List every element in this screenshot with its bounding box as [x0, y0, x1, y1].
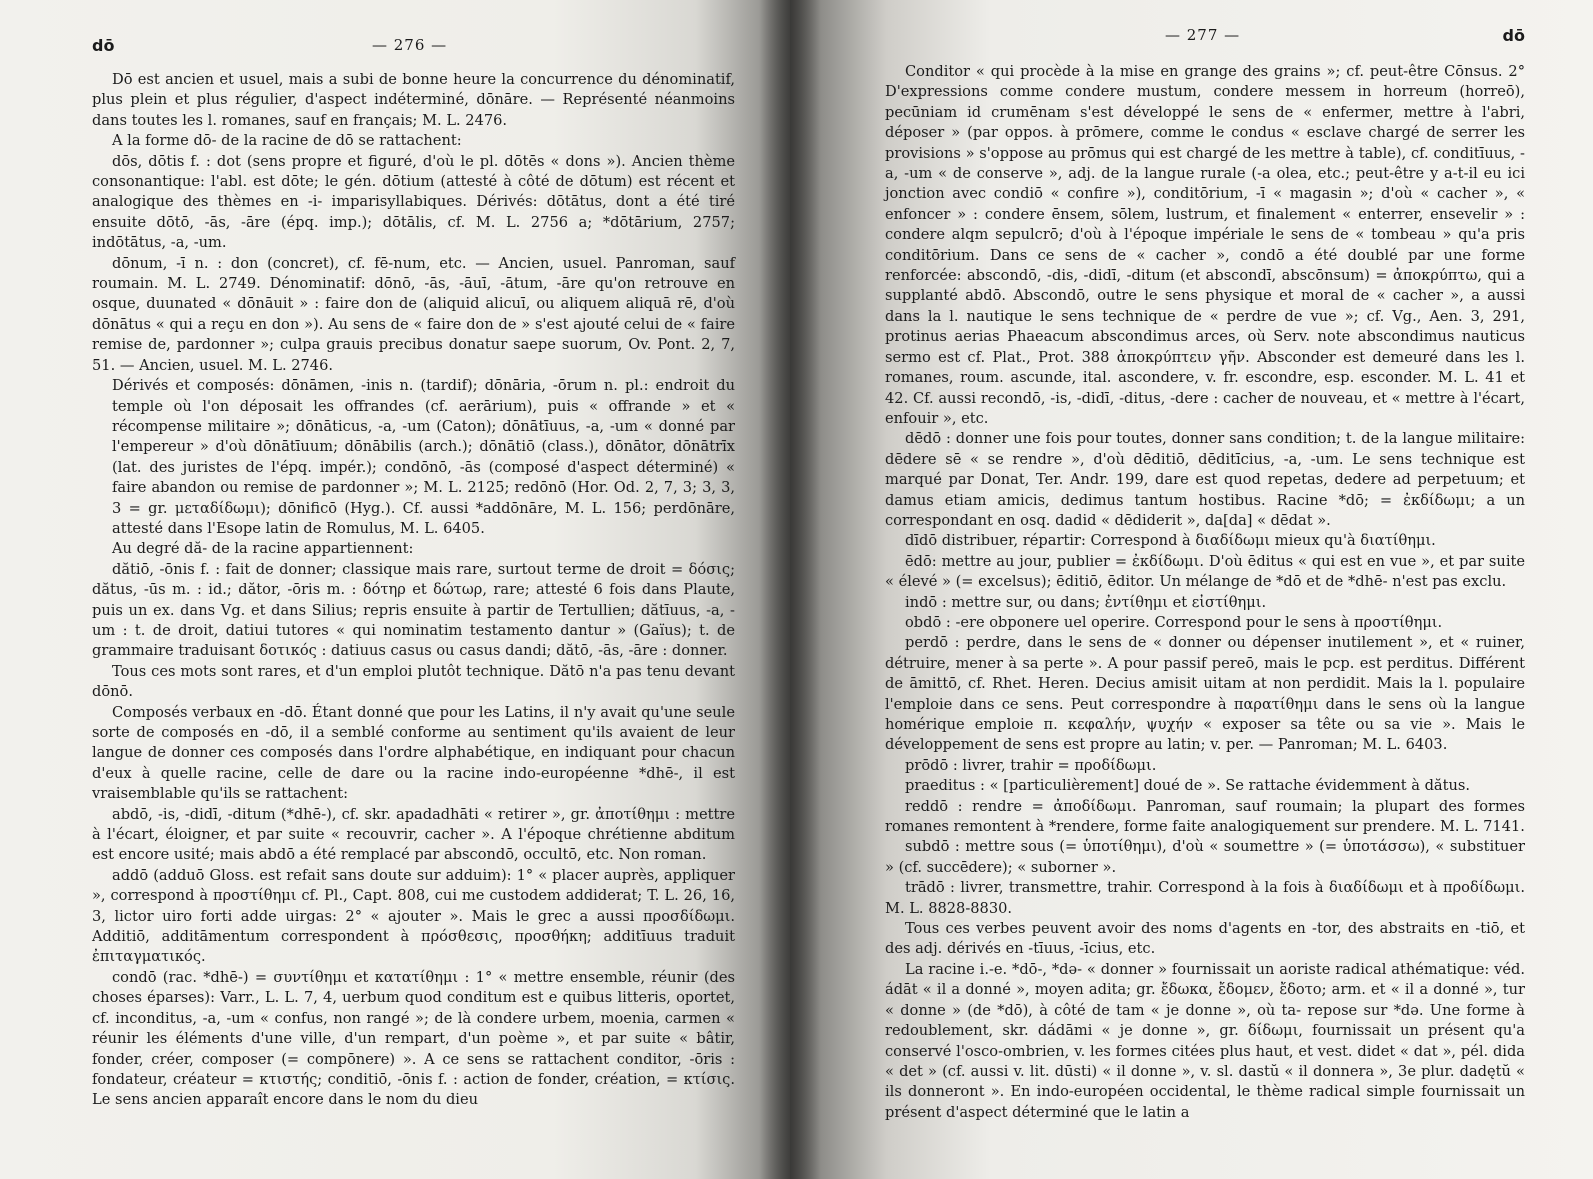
entry-obdo: obdō : -ere obponere uel operire. Correspond pour le sens à προστίθημι.: [905, 613, 1443, 631]
entry-donum: dōnum, -ī n. : don (concret), cf. fē-num, etc. — Ancien, usuel. Panroman, sauf roumain. M. L. 2749. Dénominatif: dōnō, -ās, -āuī, -ātum, -āre qu'on retrouve en osque, duunated « dōnāuit » : faire don de (aliquid alicuī, ou aliquem aliquā rē, d'où dōnātus « qui a reçu en don »). Au sens de « faire don de » s'est ajouté celui de « faire remise de, pardonner »; culpa grauis precibus donatur saepe suorum, Ov. Pont. 2, 7, 51. — Ancien, usuel. M. L. 2746.: [92, 254, 735, 374]
left-page-number: — 276 —: [372, 36, 448, 54]
left-headword: dō: [92, 36, 115, 55]
right-page-number: — 277 —: [1165, 26, 1241, 44]
entry-dedo: dēdō : donner une fois pour toutes, donner sans condition; t. de la langue militaire: dēdere sē « se rendre », d'où dēditiō, dēditīcius, -a, -um. Le sens technique est marqué par Donat, Ter. Andr. 199, dare est quod repetas, dedere ad perpetuum; et damus etiam amicis, dedimus tantum hostibus. Racine *dō; = ἐκδίδωμι; a un correspondant en osq. dadid « dēdiderit », da[da] « dēdat ».: [885, 430, 1525, 529]
left-page: [0, 0, 790, 1179]
book-gutter-shadow: [760, 0, 820, 1179]
right-page-body: [885, 62, 1525, 1123]
entry-reddo: reddō : rendre = ἀποδίδωμι. Panroman, sauf roumain; la plupart des formes romanes remontent à *rendere, forme faite analogiquement sur prendere. M. L. 7141.: [885, 797, 1525, 836]
derivatives-paragraph: Dérivés et composés: dōnāmen, -inis n. (tardif); dōnāria, -ōrum n. pl.: endroit du temple où l'on déposait les offrandes (cf. aerārium), puis « offrande » et « récompense militaire »; dōnāticus, -a, -um (Caton); dōnātīuus, -a, -um « donné par l'empereur » d'où dōnātīuum; dōnābilis (arch.); dōnātiō (class.), dōnātor, dōnātrīx (lat. des juristes de l'épq. impér.); condōnō, -ās (composé d'aspect déterminé) « faire abandon ou remise de pardonner »; M. L. 2125; redōnō (Hor. Od. 2, 7, 3; 3, 3, 3 = gr. μεταδίδωμι); dōnificō (Hyg.). Cf. aussi *addōnāre, M. L. 156; perdōnāre, attesté dans l'Esope latin de Romulus, M. L. 6405.: [112, 377, 735, 537]
entry-praeditus: praeditus : « [particulièrement] doué de ». Se rattache évidemment à dătus.: [905, 777, 1471, 795]
entry-trado: trādō : livrer, transmettre, trahir. Correspond à la fois à διαδίδωμι et à προδίδωμι. M. L. 8828-8830.: [885, 879, 1525, 917]
entry-indo: indō : mettre sur, ou dans; ἐντίθημι et εἰστίθημι.: [905, 593, 1267, 611]
right-headword: dō: [1502, 26, 1525, 45]
paragraph: Au degré dă- de la racine appartiennent:: [112, 540, 414, 558]
paragraph: Tous ces verbes peuvent avoir des noms d'agents en -tor, des abstraits en -tiō, et des adj. dérivés en -tīuus, -īcius, etc.: [885, 920, 1525, 958]
left-page-header: [92, 30, 735, 70]
entry-dido: dīdō distribuer, répartir: Correspond à διαδίδωμι mieux qu'à διατίθημι.: [905, 532, 1436, 550]
entry-condo: condō (rac. *dhē-) = συντίθημι et κατατίθημι : 1° « mettre ensemble, réunir (des choses éparses): Varr., L. L. 7, 4, uerbum quod conditum est e quibus litteris, oportet, cf. inconditus, -a, -um « confus, non rangé »; de là condere urbem, moenia, carmen « réunir les éléments d'une ville, d'un rempart, d'un poème », et par suite « bâtir, fonder, créer, composer (= compōnere) ». A ce sens se rattachent conditor, -ōris : fondateur, créateur = κτιστής; conditiō, -ōnis f. : action de fonder, création, = κτίσις. Le sens ancien apparaît encore dans le nom du dieu: [92, 968, 735, 1109]
paragraph: A la forme dō- de la racine de dō se rattachent:: [112, 132, 462, 150]
entry-dos: dōs, dōtis f. : dot (sens propre et figuré, d'où le pl. dōtēs « dons »). Ancien thème consonantique: l'abl. est dōte; le gén. dōtium (attesté à côté de dōtum) est récent et analogique des thèmes en -i- imparisyllabiques. Dérivés: dōtātus, dont a été tiré ensuite dōtō, -ās, -āre (épq. imp.); dōtālis, cf. M. L. 2756 a; *dōtārium, 2757; indōtātus, -a, -um.: [92, 152, 735, 252]
paragraph: Composés verbaux en -dō. Étant donné que pour les Latins, il n'y avait qu'une seule sorte de composés en -dō, il a semblé conforme au sentiment qu'ils avaient de leur langue de donner ces composés dans l'ordre alphabétique, en indiquant pour chacun d'eux à quelle racine, celle de dare ou la racine indo-européenne *dhē-, il est vraisemblable qu'ils se rattachent:: [92, 703, 735, 803]
entry-datio: dătiō, -ōnis f. : fait de donner; classique mais rare, surtout terme de droit = δόσις; dătus, -ūs m. : id.; dător, -ōris m. : δότηρ et δώτωρ, rare; attesté 6 fois dans Plaute, puis un ex. dans Vg. et dans Silius; repris ensuite à partir de Tertullien; dătīuus, -a, -um : t. de droit, datiui tutores « qui nominatim testamento dantur » (Gaïus); t. de grammaire traduisant δοτικός : datiuus casus ou casus dandi; dătō, -ās, -āre : donner.: [92, 560, 735, 660]
entry-abdo: abdō, -is, -didī, -ditum (*dhē-), cf. skr. apadadhāti « retirer », gr. ἀποτίθημι : mettre à l'écart, éloigner, et par suite « recouvrir, cacher ». A l'époque chrétienne abditum est encore usité; mais abdō a été remplacé par abscondō, occultō, etc. Non roman.: [92, 805, 735, 864]
entry-addo: addō (adduō Gloss. est refait sans doute sur adduim): 1° « placer auprès, appliquer », correspond à προστίθημι cf. Pl., Capt. 808, cui me custodem addiderat; T. L. 26, 16, 3, lictor uiro forti adde uirgas: 2° « ajouter ». Mais le grec a aussi προσδίδωμι. Additiō, additāmentum correspondent à πρόσθεσις, προσθήκη; additīuus traduit ἐπιταγματικός.: [92, 866, 735, 966]
entry-perdo: perdō : perdre, dans le sens de « donner ou dépenser inutilement », et « ruiner, détruire, mener à sa perte ». A pour passif pereō, mais le pcp. est perditus. Différent de āmittō, cf. Rhet. Heren. Decius amisit uitam at non perdidit. Mais la l. populaire l'emploie dans ce sens. Peut correspondre à παρατίθημι dans le sens où la langue homérique emploie π. κεφαλήν, ψυχήν « exposer sa tête ou sa vie ». Mais le développement de sens est propre au latin; v. per. — Panroman; M. L. 6403.: [885, 634, 1525, 754]
left-page-body: [92, 70, 735, 1111]
paragraph: Conditor « qui procède à la mise en grange des grains »; cf. peut-être Cōnsus. 2° D'expressions comme condere mustum, condere messem in horreum (horreō), pecūniam id crumēnam s'est développé le sens de « enfermer, mettre à l'abri, déposer » (par oppos. à prōmere, comme le condus « esclave chargé de serrer les provisions » s'oppose au prōmus qui est chargé de les mettre à table), cf. conditīuus, -a, -um « de conserve », adj. de la langue rurale (-a olea, etc.; peut-être y a-t-il eu ici jonction avec condiō « confire »), conditōrium, -ī « magasin »; d'où « cacher », « enfoncer » : condere ēnsem, sōlem, lustrum, et finalement « enterrer, ensevelir » : condere alqm sepulcrō; d'où à l'époque impériale le sens de « tombeau » qu'a pris conditōrium. Dans ce sens de « cacher », condō a été doublé par une forme renforcée: abscondō, -dis, -didī, -ditum (et abscondī, abscōnsum) = ἀποκρύπτω, qui a supplanté abdō. Abscondō, outre le sens physique et moral de « cacher », a aussi dans la l. nautique le sens technique de « perdre de vue »; cf. Vg., Aen. 3, 291, protinus aerias Phaeacum abscondimus arces, où Serv. note abscondimus nauticus sermo est cf. Plat., Prot. 388 ἀποκρύπτειν γῆν. Absconder est demeuré dans les l. romanes, roum. ascunde, ital. ascondere, v. fr. escondre, esp. esconder. M. L. 41 et 42. Cf. aussi recondō, -is, -didī, -ditus, -dere : cacher de nouveau, et « mettre à l'écart, enfouir », etc.: [885, 63, 1525, 427]
paragraph: La racine i.-e. *dō-, *də- « donner » fournissait un aoriste radical athématique: véd. ádāt « il a donné », moyen adita; gr. ἔδωκα, ἔδομεν, ἔδοτο; arm. et « il a donné », tur « donne » (de *dō), à côté de tam « je donne », où ta- repose sur *də. Une forme à redoublement, skr. dádāmi « je donne », gr. δίδωμι, fournissait un présent qu'a conservé l'osco-ombrien, v. les formes citées plus haut, et vest. didet « dat », pél. dida « det » (cf. aussi v. lit. dūsti) « il donne », v. sl. dastŭ « il donnera », 3e plur. dadętŭ « ils donneront ». En indo-européen occidental, le thème radical simple fournissait un présent d'aspect déterminé que le latin a: [885, 960, 1525, 1121]
paragraph: Tous ces mots sont rares, et d'un emploi plutôt technique. Dătō n'a pas tenu devant dōnō.: [92, 662, 735, 701]
right-page-header: [885, 22, 1525, 62]
paragraph: Dō est ancien et usuel, mais a subi de bonne heure la concurrence du dénominatif, plus plein et plus régulier, d'aspect indéterminé, dōnāre. — Représenté néanmoins dans toutes les l. romanes, sauf en français; M. L. 2476.: [92, 71, 735, 129]
entry-subdo: subdō : mettre sous (= ὑποτίθημι), d'où « soumettre » (= ὑποτάσσω), « substituer » (cf. succēdere); « suborner ».: [885, 838, 1525, 876]
right-page: [790, 0, 1593, 1179]
entry-edo: ēdō: mettre au jour, publier = ἐκδίδωμι. D'où ēditus « qui est en vue », et par suite « élevé » (= excelsus); ēditiō, ēditor. Un mélange de *dō et de *dhē- n'est pas exclu.: [885, 552, 1525, 591]
entry-prodo: prōdō : livrer, trahir = προδίδωμι.: [905, 756, 1157, 774]
